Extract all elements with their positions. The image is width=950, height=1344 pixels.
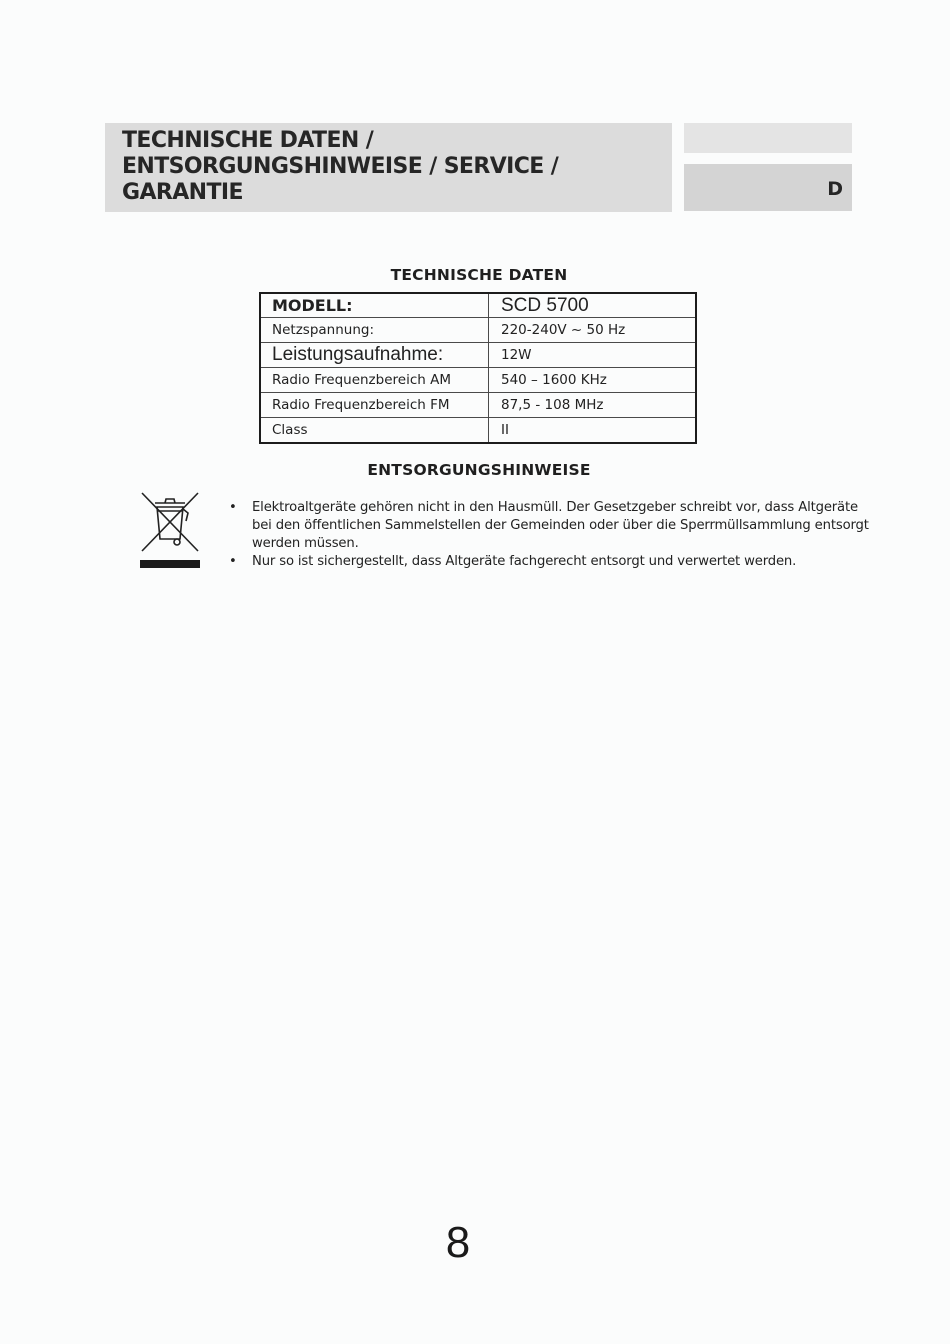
- list-item-text: Elektroaltgeräte gehören nicht in den Hausmüll. Der Gesetzgeber schreibt vor, dass Altgeräte bei den öffentlichen Sammelstellen der Gemeinden oder über die Sperrmüllsammlung entsorgt werden müssen.: [252, 500, 869, 551]
- spec-value: II: [489, 418, 697, 444]
- spec-label: Radio Frequenzbereich FM: [260, 393, 489, 418]
- bullet-marker: •: [229, 554, 237, 569]
- header-side-bar: [684, 123, 852, 153]
- section-header: [105, 123, 672, 212]
- spec-label: MODELL:: [260, 293, 489, 318]
- crossed-out-wheelie-bin-icon: [138, 489, 202, 571]
- spec-label: Radio Frequenzbereich AM: [260, 368, 489, 393]
- page-number: 8: [445, 1218, 471, 1267]
- table-row: [260, 418, 696, 444]
- list-item: [229, 499, 869, 553]
- spec-value: 12W: [489, 343, 697, 368]
- list-item: [229, 553, 869, 571]
- spec-value: 220-240V ~ 50 Hz: [489, 318, 697, 343]
- spec-label: Leistungsaufnahme:: [260, 343, 489, 368]
- disposal-heading: ENTSORGUNGSHINWEISE: [367, 461, 591, 479]
- technical-data-heading: TECHNISCHE DATEN: [390, 266, 568, 284]
- disposal-instructions: [229, 499, 869, 571]
- bullet-marker: •: [229, 500, 237, 515]
- spec-value: SCD 5700: [489, 293, 697, 318]
- spec-label: Netzspannung:: [260, 318, 489, 343]
- spec-value: 540 – 1600 KHz: [489, 368, 697, 393]
- table-row: [260, 393, 696, 418]
- spec-value: 87,5 - 108 MHz: [489, 393, 697, 418]
- specifications-table: [259, 292, 697, 444]
- language-tab-label: D: [827, 178, 843, 200]
- section-title-line-2: ENTSORGUNGSHINWEISE / SERVICE /: [122, 154, 559, 179]
- section-title-line-1: TECHNISCHE DATEN /: [122, 128, 374, 153]
- language-tab: [684, 164, 852, 211]
- table-row: [260, 343, 696, 368]
- section-title-line-3: GARANTIE: [122, 180, 243, 205]
- table-row: [260, 293, 696, 318]
- table-row: [260, 318, 696, 343]
- list-item-text: Nur so ist sichergestellt, dass Altgeräte fachgerecht entsorgt und verwertet werden.: [252, 554, 797, 569]
- table-row: [260, 368, 696, 393]
- spec-label: Class: [260, 418, 489, 444]
